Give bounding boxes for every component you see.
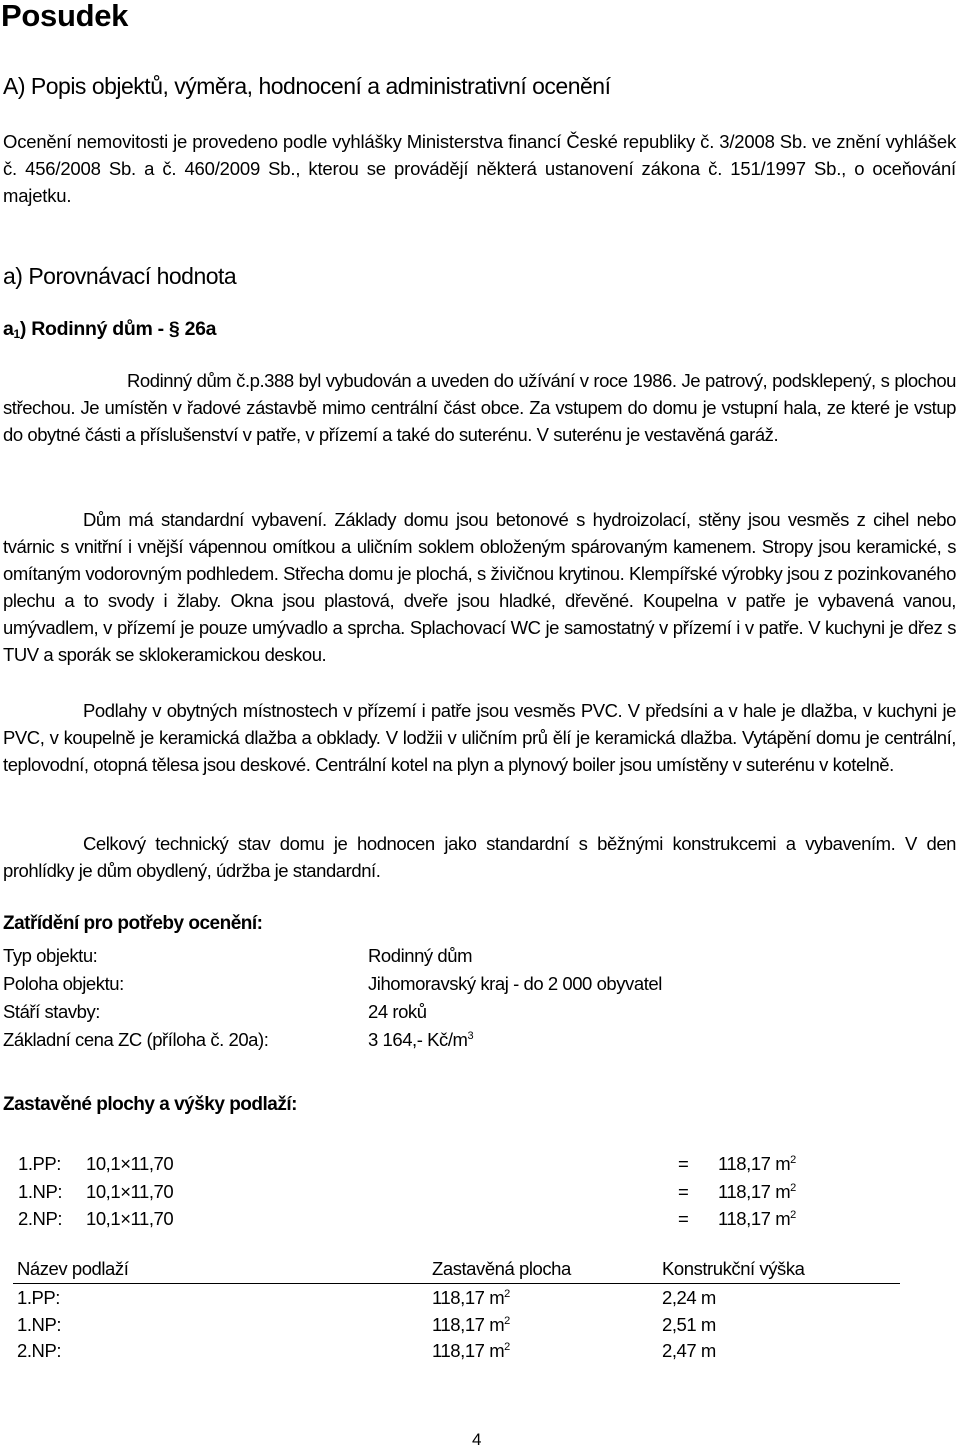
description-paragraph-2: [3, 506, 956, 668]
section-a-heading: A) Popis objektů, výměra, hodnocení a administrativní ocenění: [3, 73, 611, 99]
description-paragraph-3: [3, 697, 956, 778]
table-header-area: Zastavěná plocha: [432, 1258, 571, 1279]
description-text-2: Dům má standardní vybavení. Základy domu jsou betonové s hydroizolací, stěny jsou vesměs z cihel nebo tvárnic s vnitřní i vnější vápennou omítkou a uličním soklem obloženým spárovaným kamenem. Stropy jsou keramické, s omítaným vodorovným podhledem. Střecha domu je plochá, s živičnou krytinou. Klempířské výrobky jsou z pozinkovaného plechu a to svody i žlaby. Okna jsou plastová, dveře jsou hladké, dřevěné. Koupelna v patře je vybavená vanou, umývadlem, v přízemí je pouze umývadlo a sprcha. Splachovací WC je samostatný v přízemí i v patře. V kuchyni je dřez s TUV a sporák se sklokeramickou deskou.: [3, 509, 956, 665]
table-header-divider: [13, 1283, 900, 1284]
area-value: [718, 1181, 796, 1203]
table-cell-area-text: 118,17 m: [432, 1287, 505, 1308]
area-dims: 10,1×11,70: [86, 1181, 174, 1202]
table-cell-area: [432, 1314, 510, 1336]
table-cell-area-text: 118,17 m: [432, 1314, 505, 1335]
area-value-text: 118,17 m: [718, 1153, 791, 1174]
classification-value: Jihomoravský kraj - do 2 000 obyvatel: [368, 973, 662, 994]
classification-label: Základní cena ZC (příloha č. 20a):: [3, 1029, 269, 1050]
unit-superscript: 2: [504, 1315, 510, 1327]
area-floor: 1.NP:: [18, 1181, 63, 1202]
area-dims: 10,1×11,70: [86, 1153, 174, 1174]
classification-value: 24 roků: [368, 1001, 427, 1022]
classification-value-text: 3 164,- Kč/m: [368, 1029, 468, 1050]
classification-label: Typ objektu:: [3, 945, 98, 966]
area-floor: 2.NP:: [18, 1208, 63, 1229]
table-cell-height: 2,47 m: [662, 1340, 716, 1361]
table-cell-name: 2.NP:: [17, 1340, 62, 1361]
table-cell-name: 1.NP:: [17, 1314, 62, 1335]
item-heading: [3, 318, 216, 341]
area-floor: 1.PP:: [18, 1153, 61, 1174]
table-cell-area: [432, 1287, 510, 1309]
area-dims: 10,1×11,70: [86, 1208, 174, 1229]
table-cell-area-text: 118,17 m: [432, 1340, 505, 1361]
unit-superscript: 3: [467, 1030, 474, 1042]
table-cell-area: [432, 1340, 510, 1362]
table-cell-name: 1.PP:: [17, 1287, 60, 1308]
area-value-text: 118,17 m: [718, 1181, 791, 1202]
page-number: 4: [472, 1430, 482, 1449]
unit-superscript: 2: [790, 1182, 796, 1194]
area-value: [718, 1153, 796, 1175]
page-title: Posudek: [1, 0, 129, 33]
areas-heading: Zastavěné plochy a výšky podlaží:: [3, 1094, 297, 1115]
table-cell-height: 2,51 m: [662, 1314, 716, 1335]
classification-heading: Zatřídění pro potřeby ocenění:: [3, 913, 263, 934]
unit-superscript: 2: [504, 1288, 510, 1300]
description-text-4: Celkový technický stav domu je hodnocen jako standardní s běžnými konstrukcemi a vybavením. V den prohlídky je dům obydlený, údržba je standardní.: [3, 833, 956, 881]
unit-superscript: 2: [504, 1341, 510, 1353]
table-cell-height: 2,24 m: [662, 1287, 716, 1308]
classification-value: Rodinný dům: [368, 945, 473, 966]
area-value-text: 118,17 m: [718, 1208, 791, 1229]
description-text-1: Rodinný dům č.p.388 byl vybudován a uveden do užívání v roce 1986. Je patrový, podsklepený, s plochou střechou. Je umístěn v řadové zástavbě mimo centrální část obce. Za vstupem do domu je vstupní hala, ze které je vstup do obytné části a příslušenství v patře, v přízemí a také do suterénu. V suterénu je vestavěná garáž.: [3, 370, 956, 445]
area-eq: =: [678, 1208, 689, 1229]
description-text-3: Podlahy v obytných místnostech v přízemí i patře jsou vesměs PVC. V předsíni a v hale je dlažba, v kuchyni je PVC, v koupelně je keramická dlažba a obklady. V lodžii v uličním prů ělí je keramická dlažba. Vytápění domu je centrální, teplovodní, otopná tělesa jsou deskové. Centrální kotel na plyn a plynový boiler jsou umístěny v suterénu v kotelně.: [3, 700, 956, 775]
classification-label: Stáří stavby:: [3, 1001, 100, 1022]
description-paragraph-4: [3, 830, 956, 884]
subsection-heading: a) Porovnávací hodnota: [3, 263, 237, 289]
item-heading-text: ) Rodinný dům - § 26a: [19, 318, 217, 340]
area-eq: =: [678, 1153, 689, 1174]
unit-superscript: 2: [790, 1209, 796, 1221]
classification-label: Poloha objektu:: [3, 973, 124, 994]
area-value: [718, 1208, 796, 1230]
item-heading-prefix: a: [3, 318, 14, 340]
classification-value: [368, 1029, 473, 1051]
table-header-name: Název podlaží: [17, 1258, 129, 1279]
intro-paragraph: Ocenění nemovitosti je provedeno podle vyhlášky Ministerstva financí České republiky č. 3/2008 Sb. ve znění vyhlášek č. 456/2008 Sb. a č. 460/2009 Sb., kterou se provádějí některá ustanovení zákona č. 151/1997 Sb., o oceňování majetku.: [3, 131, 956, 206]
area-eq: =: [678, 1181, 689, 1202]
description-paragraph-1: [3, 367, 956, 448]
table-header-height: Konstrukční výška: [662, 1258, 805, 1279]
item-heading-sub: 1: [13, 327, 20, 341]
unit-superscript: 2: [790, 1154, 796, 1166]
